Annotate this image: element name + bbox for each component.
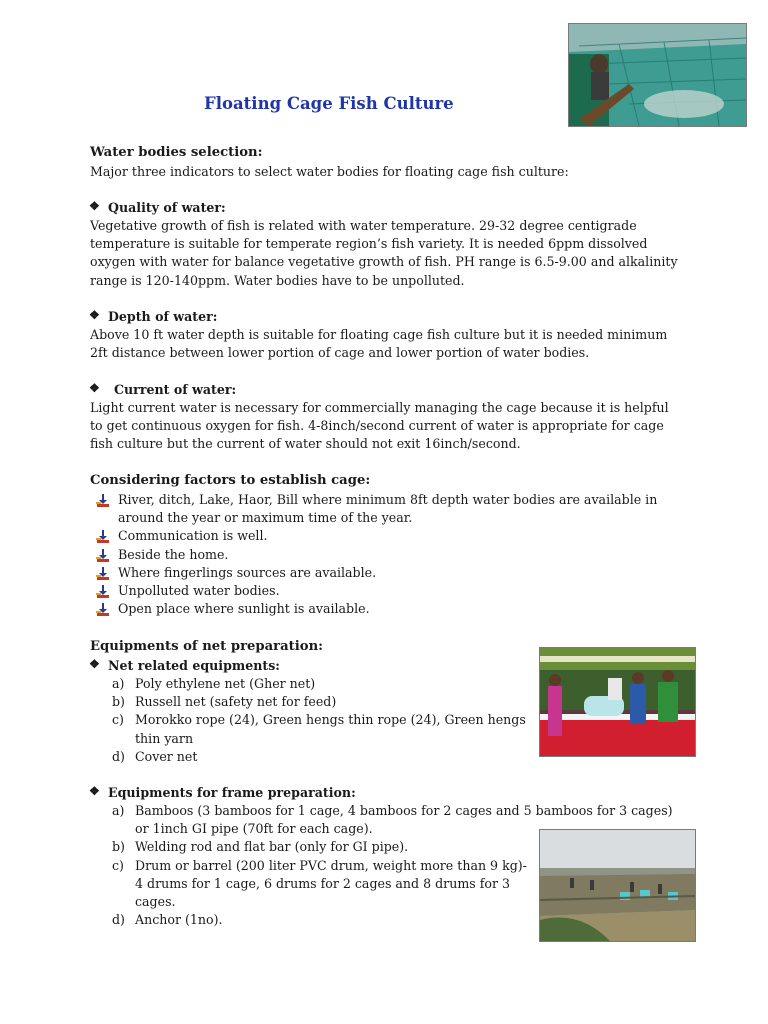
- quality-heading: ❖Quality of water:: [90, 199, 680, 217]
- list-item: a) Poly ethylene net (Gher net): [112, 676, 316, 691]
- list-item: c) Morokko rope (24), Green hengs thin rope (24), Green hengs thin yarn: [112, 712, 526, 746]
- text-line: Where fingerlings sources are available.: [118, 564, 377, 580]
- list-item: [90, 582, 680, 600]
- factors-list: [90, 491, 680, 618]
- text-line: oxygen with water for balance vegetative growth of fish. PH range is 6.5-9.00 and alkalinity: [90, 254, 678, 270]
- water-bodies-heading: Water bodies selection:: [90, 145, 263, 160]
- diamond-bullet-icon: [90, 787, 100, 797]
- net-prep-heading: Equipments of net preparation:: [90, 639, 324, 654]
- list-item: [90, 600, 680, 618]
- diamond-bullet-icon: [90, 202, 100, 212]
- list-item: b) Russell net (safety net for feed): [112, 694, 337, 710]
- arrow-down-bullet-icon: [96, 530, 110, 544]
- text-line: Light current water is necessary for commercially managing the cage because it is helpful: [90, 400, 669, 415]
- list-item: [90, 564, 680, 582]
- list-item: [90, 491, 680, 527]
- arrow-down-bullet-icon: [96, 567, 110, 581]
- arrow-down-bullet-icon: [96, 549, 110, 563]
- page-title: Floating Cage Fish Culture: [204, 94, 454, 113]
- diamond-bullet-icon: [90, 660, 100, 670]
- arrow-down-bullet-icon: [96, 585, 110, 599]
- net-related-heading: ❖Net related equipments:: [90, 657, 680, 675]
- arrow-down-bullet-icon: [96, 603, 110, 617]
- diamond-bullet-icon: [90, 311, 100, 321]
- text-line: River, ditch, Lake, Haor, Bill where minimum 8ft depth water bodies are available in: [118, 492, 658, 507]
- current-heading: ❖Current of water:: [90, 381, 680, 399]
- text-line: Vegetative growth of fish is related with water temperature. 29-32 degree centigrade: [90, 218, 637, 233]
- frame-prep-heading: ❖Equipments for frame preparation:: [90, 784, 680, 802]
- text-line: Open place where sunlight is available.: [118, 601, 370, 617]
- text-line: fish culture but the current of water should not exit 16inch/second.: [90, 436, 521, 452]
- text-line: range is 120-140ppm. Water bodies have to be unpolluted.: [90, 272, 465, 288]
- arrow-down-bullet-icon: [96, 494, 110, 508]
- quality-body: [90, 217, 680, 290]
- current-body: [90, 399, 680, 454]
- text-line: Communication is well.: [118, 528, 268, 544]
- text-line: around the year or maximum time of the year.: [118, 510, 413, 526]
- text-line: 2ft distance between lower portion of cage and lower portion of water bodies.: [90, 345, 590, 361]
- list-item: d) Cover net: [112, 748, 198, 764]
- text-line: temperature is suitable for temperate region’s fish variety. It is needed 6ppm dissolved: [90, 236, 648, 252]
- list-item: a) Bamboos (3 bamboos for 1 cage, 4 bamboos for 2 cages and 5 bamboos for 3 cages) or 1inch GI pipe (70ft for each cage).: [112, 803, 673, 837]
- text-line: Beside the home.: [118, 546, 229, 562]
- factors-heading: Considering factors to establish cage:: [90, 473, 371, 488]
- list-item: c) Drum or barrel (200 liter PVC drum, weight more than 9 kg)- 4 drums for 1 cage, 6 drums for 2 cages and 8 drums for 3 cages.: [112, 857, 527, 910]
- list-item: d) Anchor (1no).: [112, 912, 223, 928]
- list-item: b) Welding rod and flat bar (only for GI pipe).: [112, 839, 409, 855]
- depth-body: [90, 326, 680, 362]
- text-line: to get continuous oxygen for fish. 4-8inch/second current of water is appropriate for cage: [90, 418, 664, 434]
- water-bodies-intro: Major three indicators to select water bodies for floating cage fish culture:: [90, 164, 569, 179]
- text-line: Unpolluted water bodies.: [118, 583, 280, 599]
- cage-photo: [568, 23, 747, 127]
- text-line: Above 10 ft water depth is suitable for floating cage fish culture but it is needed minimum: [90, 327, 668, 342]
- list-item: [90, 527, 680, 545]
- diamond-bullet-icon: [90, 384, 100, 394]
- river-cage-photo: [539, 829, 696, 942]
- list-item: [90, 546, 680, 564]
- depth-heading: ❖Depth of water:: [90, 308, 680, 326]
- net-equipment-list: [90, 675, 540, 766]
- net-handover-photo: [539, 647, 696, 757]
